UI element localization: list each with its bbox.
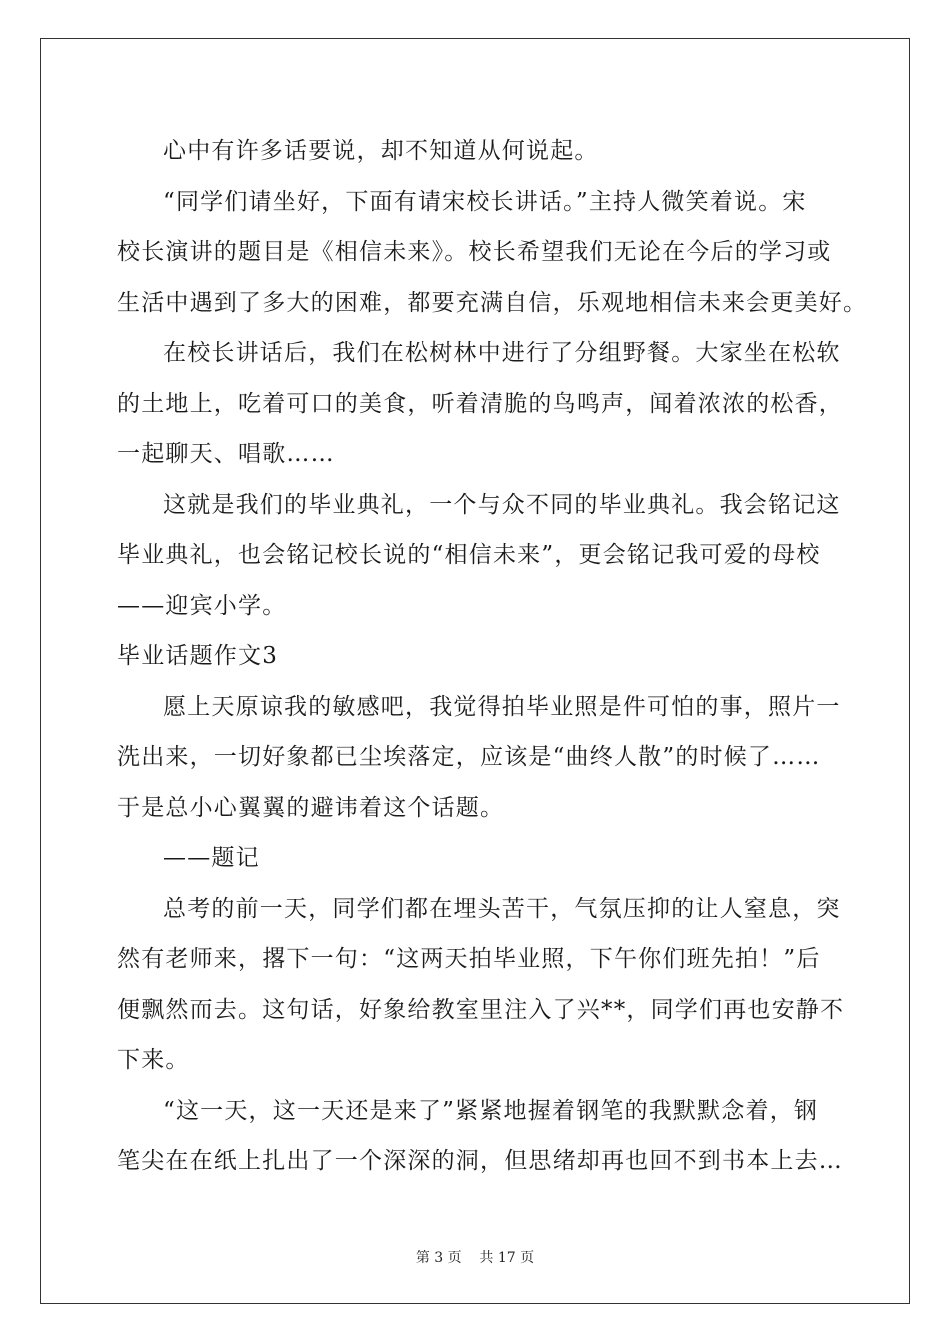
section-heading: 毕业话题作文3 (117, 643, 279, 669)
page-number-footer: 第 3 页 共 17 页 (415, 1250, 535, 1266)
text-line: 总考的前一天，同学们都在埋头苦干，气氛压抑的让人窒息，突 (163, 895, 841, 922)
text-line: 毕业典礼，也会铭记校长说的“相信未来”，更会铭记我可爱的母校 (117, 542, 821, 568)
text-line: 便飘然而去。这句话，好象给教室里注入了兴**，同学们再也安静不 (117, 996, 845, 1023)
text-line: 这就是我们的毕业典礼，一个与众不同的毕业典礼。我会铭记这 (163, 491, 841, 518)
text-line: 于是总小心翼翼的避讳着这个话题。 (117, 794, 505, 821)
text-line: 洗出来，一切好象都已尘埃落定，应该是“曲终人散”的时候了…… (117, 744, 821, 770)
text-line: 然有老师来，撂下一句：“这两天拍毕业照，下午你们班先拍！”后 (117, 946, 821, 972)
text-line: 的土地上，吃着可口的美食，听着清脆的鸟鸣声，闻着浓浓的松香， (117, 390, 843, 417)
text-line: “这一天，这一天还是来了”紧紧地握着钢笔的我默默念着，钢 (163, 1097, 819, 1124)
text-line: 愿上天原谅我的敏感吧，我觉得拍毕业照是件可怕的事，照片一 (163, 693, 841, 720)
text-line: ——迎宾小学。 (117, 592, 287, 619)
text-line: 校长演讲的题目是《相信未来》。校长希望我们无论在今后的学习或 (117, 239, 832, 265)
text-line: 下来。 (117, 1047, 190, 1073)
text-line: 心中有许多话要说，却不知道从何说起。 (163, 138, 599, 164)
document-body (117, 126, 868, 1187)
text-line: 笔尖在在纸上扎出了一个深深的洞，但思绪却再也回不到书本上去… (117, 1148, 843, 1174)
text-line: 生活中遇到了多大的困难，都要充满自信，乐观地相信未来会更美好。 (117, 289, 868, 316)
text-line: “同学们请坐好，下面有请宋校长讲话。”主持人微笑着说。宋 (163, 188, 807, 215)
text-line: ——题记 (163, 845, 260, 871)
text-line: 一起聊天、唱歌…… (117, 441, 335, 467)
text-line: 在校长讲话后，我们在松树林中进行了分组野餐。大家坐在松软 (163, 340, 841, 366)
